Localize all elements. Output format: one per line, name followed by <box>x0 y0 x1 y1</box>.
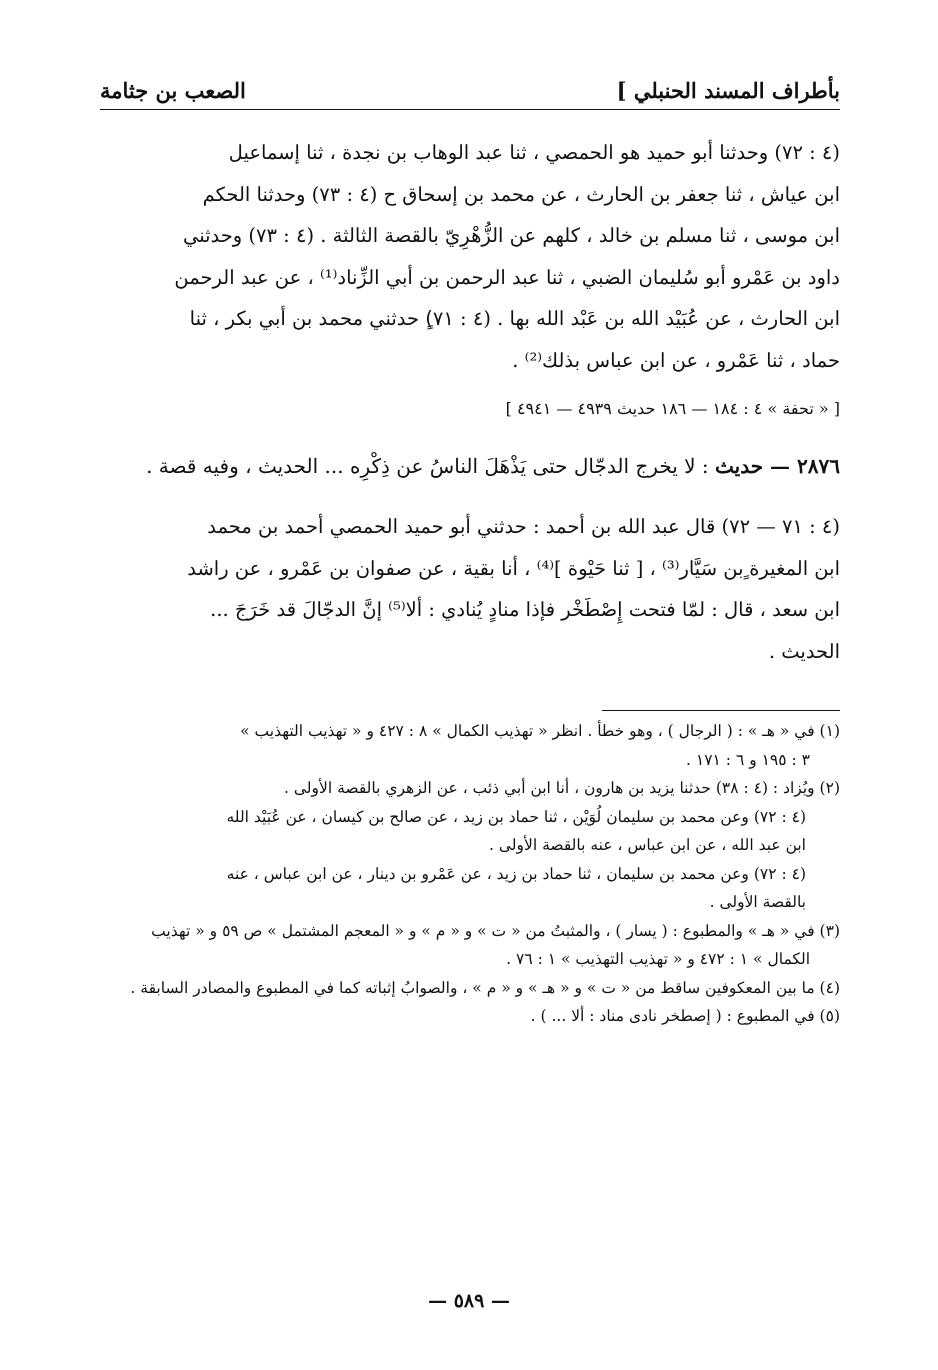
page-number: — ٥٨٩ — <box>428 1290 510 1312</box>
footnote-1: (١) في « هـ » : ( الرجال ) ، وهو خطأ . انظر « تهذيب الكمال » ٨ : ٤٢٧ و « تهذيب التهذيب » <box>240 722 840 740</box>
isnad-paragraph <box>100 132 840 381</box>
text-line: داود بن عَمْرو أبو سُليمان الضبي ، ثنا عبد الرحمن بن أبي الزِّناد⁽¹⁾ ، عن عبد الرحمن <box>174 265 840 289</box>
text-line: ابن الحارث ، عن عُبَيْد الله بن عَبْد الله بها . (٤ : ٧١)ٍ حدثني محمد بن أبي بكر ، ثنا <box>189 307 840 330</box>
header-book-title: بأطراف المسند الحنبلي ] <box>616 78 840 103</box>
text-line: (٤ : ٧٢) وحدثنا أبو حميد هو الحمصي ، ثنا عبد الوهاب بن نجدة ، ثنا إسماعيل <box>228 141 840 164</box>
footnote-2-sub: (٤ : ٧٢) وعن محمد بن سليمان لُوَيْن ، ثنا حماد بن زيد ، عن صالح بن كيسان ، عن عُبَيْد الله <box>226 807 806 826</box>
hadith-heading <box>100 445 840 488</box>
text-line: ابن موسى ، ثنا مسلم بن خالد ، كلهم عن الزُّهْرِيّ بالقصة الثالثة . (٤ : ٧٣) وحدثني <box>182 224 840 247</box>
hadith-number: ٢٨٧٦ — حديث <box>715 454 840 478</box>
hadith-text: : لا يخرج الدجّال حتى يَذْهَلَ الناسُ عن ذِكْرِه ... الحديث ، وفيه قصة . <box>146 454 716 478</box>
page <box>100 78 840 1031</box>
footnote-divider <box>602 710 840 711</box>
running-header <box>100 78 840 110</box>
footnote-3-cont: الكمال » ١ : ٤٧٢ و « تهذيب التهذيب » ١ : ٧٦ . <box>506 950 810 968</box>
text-line: ابن عياش ، ثنا جعفر بن الحارث ، عن محمد بن إسحاق ح (٤ : ٧٣) وحدثنا الحكم <box>202 182 840 206</box>
tuhfa-reference: [ « تحفة » ٤ : ١٨٤ — ١٨٦ حديث ٤٩٣٩ — ٤٩٤١ ] <box>505 399 840 418</box>
footnote-2-sub-cont: ابن عبد الله ، عن ابن عباس ، عنه بالقصة الأولى . <box>489 836 806 854</box>
footnote-2: (٢) ويُزاد : (٤ : ٣٨) حدثنا يزيد بن هارون ، أنا ابن أبي ذئب ، عن الزهري بالقصة الأولى . <box>284 779 840 797</box>
narration-paragraph <box>100 506 840 672</box>
text-line: حماد ، ثنا عَمْرو ، عن ابن عباس بذلك⁽²⁾ . <box>512 348 840 372</box>
footnote-2-sub-cont: بالقصة الأولى . <box>709 893 806 911</box>
text-line: ابن سعد ، قال : لمّا فتحت إِصْطَخْر فإذا منادٍ يُنادي : ألا⁽⁵⁾ إنَّ الدجّالَ قد خَرَجَ ... <box>210 598 840 621</box>
footnote-1-cont: ٣ : ١٩٥ و ٦ : ١٧١ . <box>686 750 810 769</box>
footnote-5: (٥) في المطبوع : ( إصطخر نادى مناد : ألا ... ) . <box>530 1007 840 1025</box>
footnote-3: (٣) في « هـ » والمطبوع : ( يسار ) ، والمثبتُ من « ت » و « م » و « المعجم المشتمل » ص ٥٩ و « تهذيب <box>151 921 840 940</box>
text-line: ابن المغيرة ٍبن سَيَّار⁽³⁾ ، [ ثنا حَيْوة ]⁽⁴⁾ ، أنا بقية ، عن صفوان بن عَمْرو ، عن راشد <box>187 556 840 580</box>
text-line: (٤ : ٧١ — ٧٢) قال عبد الله بن أحمد : حدثني أبو حميد الحمصي أحمد بن محمد <box>207 515 840 538</box>
footnote-4: (٤) ما بين المعكوفين ساقط من « ت » و « هـ » و « م » ، والصوابُ إثباته كما في المطبوع والمصادر السابقة . <box>130 978 840 997</box>
footnotes <box>100 717 840 1031</box>
footnote-2-sub: (٤ : ٧٢) وعن محمد بن سليمان ، ثنا حماد بن زيد ، عن عَمْرو بن دينار ، عن ابن عباس ، عنه <box>226 864 806 883</box>
text-line: الحديث . <box>768 639 840 663</box>
header-section-title: الصعب بن جثامة <box>100 78 246 103</box>
